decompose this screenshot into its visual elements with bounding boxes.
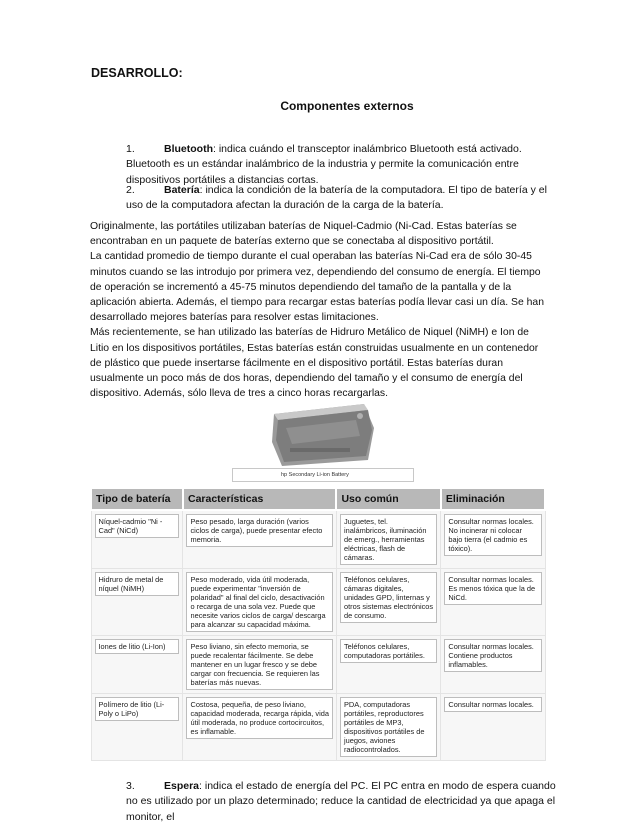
table-header-row [91, 488, 545, 510]
list-keyword: Bluetooth [164, 143, 213, 155]
table-cell: Polímero de litio (Li-Poly o LiPo) [95, 697, 180, 721]
table-cell: Peso liviano, sin efecto memoria, se puede recalentar fácilmente. Se debe mantener en un lugar fresco y se debe cargar con frecuencia. Se requieren las baterías más nuevas. [186, 639, 332, 690]
table-cell: Níquel-cadmio "Ni -Cad" (NiCd) [95, 514, 180, 538]
paragraph-line: La cantidad promedio de tiempo durante el cual operaban las baterías Ni-Cad era de sólo 30-45 minutos cuando se las introdujo por primera vez, dependiendo del consumo de energía. El tiempo de operación se incrementó a 45-75 minutos dependiendo del tamaño de la pantalla y de la aplicación abierta. Además, el tiempo para recargar estas baterías podía llevar casi un día. Se han desarrollado mejores baterías para resolver estas limitaciones. [90, 251, 544, 324]
table-cell: Juguetes, tel. inalámbricos, iluminación de emerg., herramientas eléctricas, flash de cámaras. [340, 514, 437, 565]
body-paragraph [90, 219, 550, 401]
paragraph-line: Más recientemente, se han utilizado las baterías de Hidruro Metálico de Niquel (NiMH) e Ion de Litio en los dispositivos portátiles, Estas baterías están construidas usualmente en un contenedor de plástico que puede insertarse fácilmente en el dispositivo portátil. Estas baterías duran usualmente un poco más de dos horas, dependiendo del tamaño y el consumo de energía del dispositivo. Además, sólo lleva de tres a cinco horas recargarlas. [90, 327, 539, 400]
table-cell: Peso pesado, larga duración (varios ciclos de carga), puede presentar efecto memoria. [186, 514, 332, 547]
column-header: Tipo de batería [91, 488, 183, 510]
paragraph-line: Originalmente, las portátiles utilizaban baterías de Niquel-Cadmio (Ni-Cad. Estas baterías se encontraban en un paquete de baterías externo que se conectaba al dispositivo portátil. [90, 221, 517, 248]
table-cell: Teléfonos celulares, computadoras portátiles. [340, 639, 437, 663]
section-heading: DESARROLLO: [91, 66, 183, 80]
column-header: Uso común [336, 488, 440, 510]
table-cell: Teléfonos celulares, cámaras digitales, unidades GPD, linternas y otros sistemas electrónicos de consumo. [340, 572, 437, 623]
list-item [126, 183, 556, 214]
list-keyword: Espera [164, 780, 200, 792]
list-keyword: Batería [164, 184, 200, 196]
table-cell: PDA, computadoras portátiles, reproductores portátiles de MP3, dispositivos portátiles de juegos, aviones radiocontrolados. [340, 697, 437, 757]
list-text: : indica el estado de energía del PC. El PC entra en modo de espera cuando no es utilizado por un plazo determinado; reduce la cantidad de electricidad ya que apaga el monitor, el [126, 780, 556, 823]
table-cell: Consultar normas locales. Es menos tóxica que la de NiCd. [444, 572, 541, 605]
table-cell: Consultar normas locales. No incinerar ni colocar bajo tierra (el cadmio es tóxico). [444, 514, 541, 556]
table-cell: Consultar normas locales. Contiene productos inflamables. [444, 639, 541, 672]
table-row [91, 510, 545, 569]
column-header: Eliminación [441, 488, 545, 510]
list-text: : indica la condición de la batería de la computadora. El tipo de batería y el uso de la computadora afectan la duración de la carga de la batería. [126, 184, 547, 212]
table-row [91, 569, 545, 636]
table-row [91, 636, 545, 694]
battery-table [90, 487, 546, 761]
list-number: 3. [126, 780, 135, 792]
table-cell: Iones de litio (Li-Ion) [95, 639, 180, 654]
section-subheading: Componentes externos [280, 99, 414, 113]
table-cell: Costosa, pequeña, de peso liviano, capacidad moderada, recarga rápida, vida útil moderada, no produce cortocircuitos, es inflamable. [186, 697, 332, 739]
list-number: 1. [126, 143, 135, 155]
list-text: : indica cuándo el transceptor inalámbrico Bluetooth está activado. Bluetooth es un estándar inalámbrico de la industria y permite la comunicación entre dispositivos portátiles a distancias cortas. [126, 143, 522, 186]
list-item [126, 142, 556, 188]
column-header: Características [183, 488, 336, 510]
table-cell: Consultar normas locales. [444, 697, 541, 712]
battery-image [268, 398, 378, 470]
list-item [126, 779, 556, 825]
table-cell: Peso moderado, vida útil moderada, puede experimentar "inversión de polaridad" al final del ciclo, desactivación o recarga de una sola vez. Puede que necesite varios ciclos de carga/ descarga para alcanzar su capacidad máxima. [186, 572, 332, 632]
table-row [91, 694, 545, 761]
list-number: 2. [126, 184, 135, 196]
image-caption: hp Secondary Li-ion Battery [232, 468, 414, 482]
table-cell: Hidruro de metal de níquel (NiMH) [95, 572, 180, 596]
